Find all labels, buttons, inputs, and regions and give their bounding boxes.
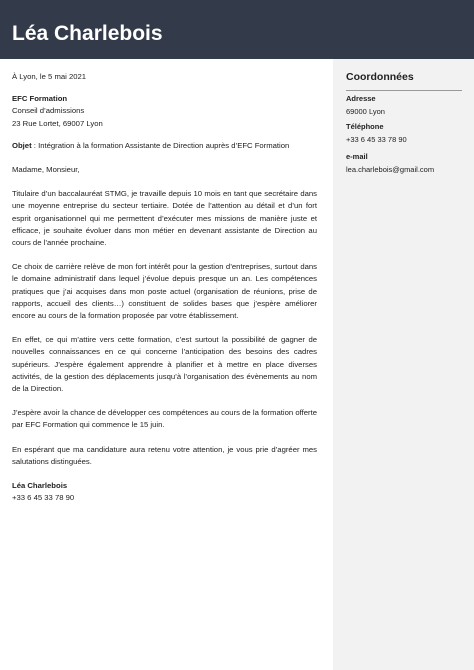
paragraph-4: J’espère avoir la chance de développer ces compétences au cours de la formation offerte par EFC Formation qui commence le 15 juin. (12, 408, 317, 430)
phone-block (346, 121, 471, 146)
address-label: Adresse (346, 94, 376, 103)
object-text: : Intégration à la formation Assistante de Direction auprès d’EFC Formation (31, 140, 290, 150)
email-label: e-mail (346, 152, 368, 161)
address-value: 69000 Lyon (346, 106, 385, 116)
phone-value: +33 6 45 33 78 90 (346, 134, 407, 144)
email-block (346, 151, 471, 176)
address-block (346, 93, 471, 118)
letter-body (12, 71, 317, 504)
recipient-address: 23 Rue Lortet, 69007 Lyon (12, 118, 103, 128)
recipient-block (12, 93, 317, 130)
signature-name: Léa Charlebois (12, 481, 68, 491)
sidebar-title: Coordonnées (346, 71, 414, 83)
recipient-name: EFC Formation (12, 94, 68, 104)
email-value: lea.charlebois@gmail.com (346, 164, 435, 174)
header-banner (0, 0, 474, 59)
signature-phone: +33 6 45 33 78 90 (12, 493, 75, 503)
paragraph-3: En effet, ce qui m’attire vers cette formation, c’est surtout la possibilité de gagner de nouvelles connaissances en ce qui concerne l’anticipation des besoins des cadres supérieurs. J’espère également apprendre à planifier et à mettre en place diverses activités, de la gestion des déplacements jusqu’à l’organisation des évènements au nom de la Direction. (12, 335, 317, 394)
author-name: Léa Charlebois (12, 22, 163, 45)
paragraph-1: Titulaire d’un baccalauréat STMG, je travaille depuis 10 mois en tant que secrétaire dans une moyenne entreprise du secteur tertiaire. Dotée de l’attention au détail et d’un fort esprit organisationnel qui me permettent d’exécuter mes missions de manière juste et efficace, je souhaite évoluer dans mon métier en devenant assistante de Direction au cours de l’année prochaine. (12, 189, 317, 248)
recipient-line-2: Conseil d’admissions (12, 106, 85, 116)
sidebar-divider (346, 90, 462, 91)
phone-label: Téléphone (346, 122, 384, 131)
paragraph-2: Ce choix de carrière relève de mon fort intérêt pour la gestion d’entreprises, surtout dans le domaine administratif dans lequel j’évolue depuis presque un an. Les compétences pratiques que j’ai acquises dans mon poste actuel (organisation de réunions, prise de rapports, accueil des clients…) constituent de solides bases que j’espère améliorer encore au cours de la formation proposée par votre établissement. (12, 262, 317, 321)
contact-sidebar (333, 59, 474, 670)
object-label: Objet (12, 140, 32, 150)
date-line: À Lyon, le 5 mai 2021 (12, 72, 87, 81)
paragraph-5: En espérant que ma candidature aura retenu votre attention, je vous prie d’agréer mes salutations distinguées. (12, 444, 317, 466)
object-line (12, 140, 317, 152)
salutation: Madame, Monsieur, (12, 165, 80, 175)
